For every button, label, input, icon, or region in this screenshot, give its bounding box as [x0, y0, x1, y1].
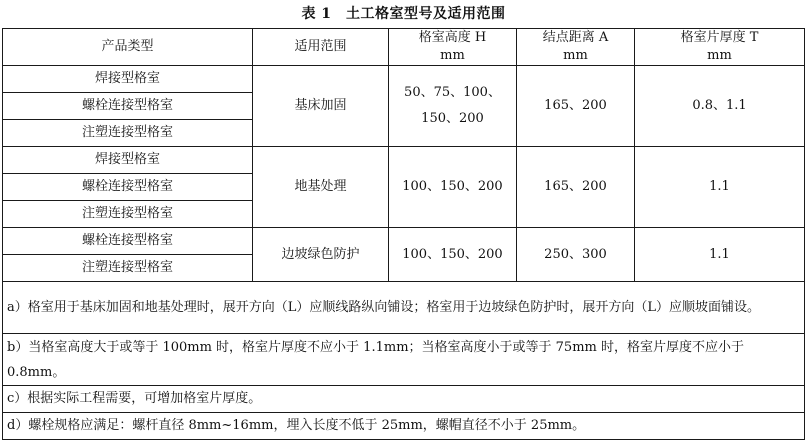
header-spacing-unit: mm	[563, 48, 588, 63]
height-line-2: 150、200	[421, 111, 484, 126]
table-row	[3, 147, 805, 174]
product-type-cell: 螺栓连接型格室	[3, 174, 253, 201]
note-a: a）格室用于基床加固和地基处理时，展开方向（L）应顺线路纵向铺设；格室用于边坡绿色防护时，展开方向（L）应顺坡面铺设。	[3, 282, 805, 334]
note-b: b）当格室高度大于或等于 100mm 时，格室片厚度不应小于 1.1mm；当格室高度小于或等于 75mm 时，格室片厚度不应小于 0.8mm。	[3, 334, 805, 386]
scope-cell: 地基处理	[253, 147, 389, 228]
note-row	[3, 282, 805, 334]
header-spacing-label: 结点距离 A	[542, 30, 609, 45]
header-scope: 适用范围	[253, 29, 389, 66]
table-header-row	[3, 29, 805, 66]
scope-cell: 边坡绿色防护	[253, 228, 389, 282]
note-d: d）螺栓规格应满足：螺杆直径 8mm~16mm，埋入长度不低于 25mm，螺帽直径不小于 25mm。	[3, 413, 805, 440]
header-thickness-label: 格室片厚度 T	[680, 30, 759, 45]
product-type-cell: 焊接型格室	[3, 66, 253, 93]
thickness-cell: 1.1	[635, 147, 805, 228]
header-thickness	[635, 29, 805, 66]
header-thickness-unit: mm	[707, 48, 732, 63]
note-row	[3, 386, 805, 413]
thickness-cell: 1.1	[635, 228, 805, 282]
spacing-cell: 250、300	[517, 228, 635, 282]
header-height-label: 格室高度 H	[418, 30, 487, 45]
height-cell: 100、150、200	[389, 228, 517, 282]
height-line-1: 50、75、100、	[404, 85, 501, 100]
height-cell: 100、150、200	[389, 147, 517, 228]
header-product-type: 产品类型	[3, 29, 253, 66]
spacing-cell: 165、200	[517, 147, 635, 228]
scope-cell: 基床加固	[253, 66, 389, 147]
product-type-cell: 焊接型格室	[3, 147, 253, 174]
header-spacing	[517, 29, 635, 66]
note-row	[3, 413, 805, 440]
table-row	[3, 66, 805, 93]
product-type-cell: 注塑连接型格室	[3, 201, 253, 228]
table-title: 表 1 土工格室型号及适用范围	[301, 6, 506, 22]
product-type-cell: 螺栓连接型格室	[3, 93, 253, 120]
header-height	[389, 29, 517, 66]
product-type-cell: 注塑连接型格室	[3, 255, 253, 282]
product-type-cell: 注塑连接型格室	[3, 120, 253, 147]
height-cell	[389, 66, 517, 147]
note-row	[3, 334, 805, 386]
product-type-cell: 螺栓连接型格室	[3, 228, 253, 255]
note-c: c）根据实际工程需要，可增加格室片厚度。	[3, 386, 805, 413]
geocell-spec-table	[2, 28, 805, 440]
header-height-unit: mm	[440, 48, 465, 63]
thickness-cell: 0.8、1.1	[635, 66, 805, 147]
spacing-cell: 165、200	[517, 66, 635, 147]
table-row	[3, 228, 805, 255]
